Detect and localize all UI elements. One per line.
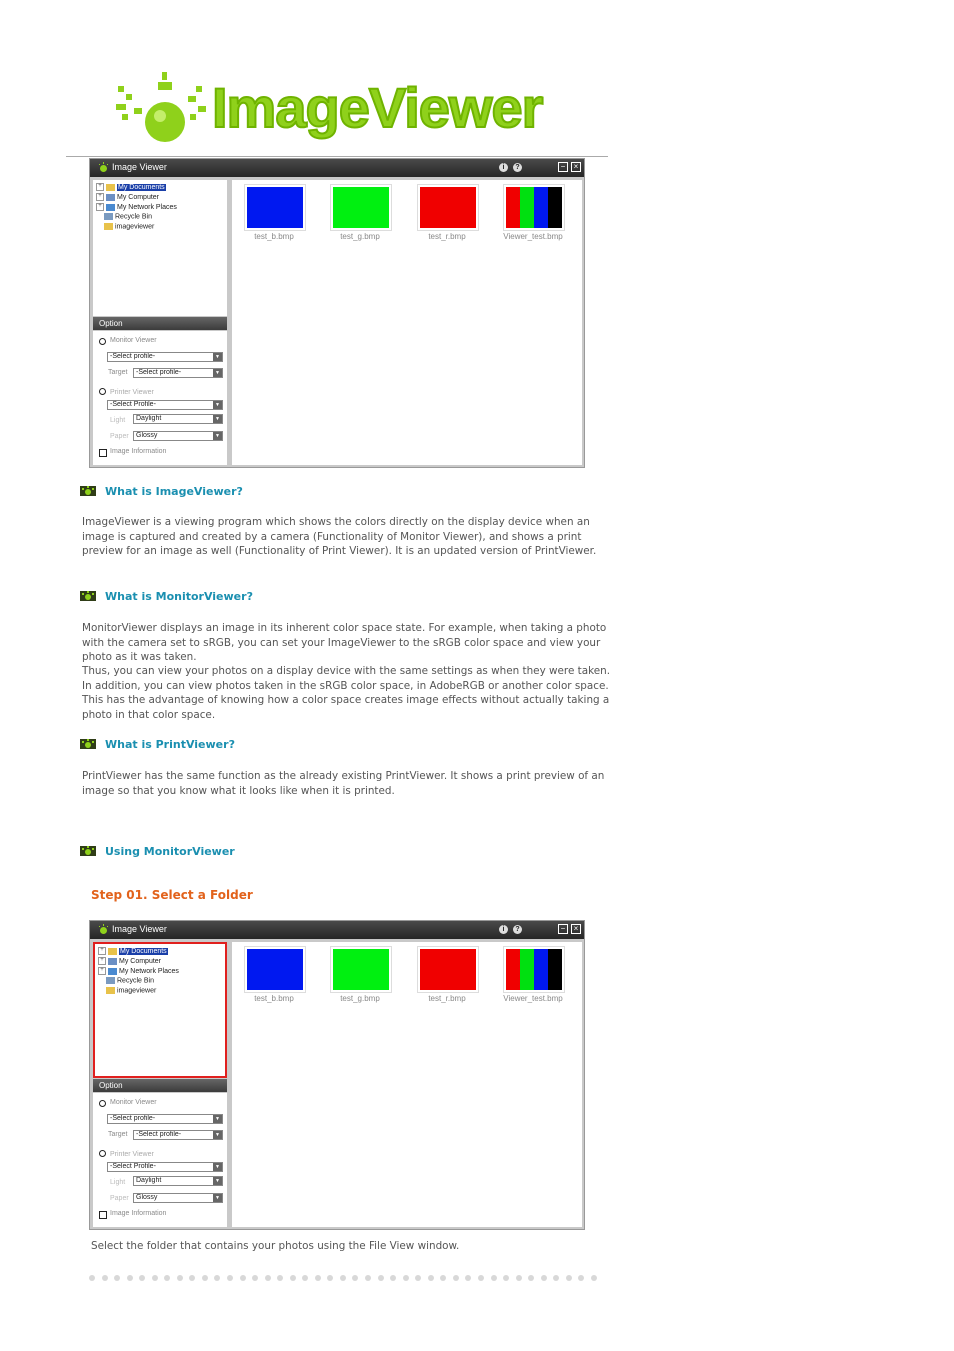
tree-item[interactable]	[96, 223, 154, 233]
tree-item-label: imageviewer	[117, 987, 157, 995]
thumbnail-label: test_g.bmp	[340, 232, 380, 241]
thumbnail-image	[247, 187, 303, 228]
paper-select[interactable]: Glossy ▼	[133, 1193, 223, 1203]
monitor-viewer-radio[interactable]	[99, 1100, 106, 1107]
option-panel	[93, 1093, 227, 1227]
folder-icon	[104, 223, 113, 230]
option-header: Option	[93, 317, 227, 330]
info-button[interactable]: i	[499, 163, 508, 172]
window-titlebar[interactable]	[90, 921, 584, 939]
help-button[interactable]: ?	[513, 925, 522, 934]
printer-viewer-label: Printer Viewer	[110, 389, 154, 396]
tree-item-label: My Documents	[120, 947, 167, 955]
tree-item[interactable]	[96, 213, 152, 223]
option-header: Option	[93, 1079, 227, 1092]
monitor-viewer-label: Monitor Viewer	[110, 1099, 157, 1106]
folder-icon	[106, 184, 115, 191]
thumbnail-label: test_b.bmp	[254, 232, 294, 241]
expand-icon[interactable]: +	[98, 967, 106, 975]
heading-what-is-imageviewer: What is ImageViewer?	[105, 485, 243, 498]
divider-dot	[541, 1275, 547, 1281]
minimize-button[interactable]: −	[558, 924, 568, 934]
thumbnail-label: test_b.bmp	[254, 994, 294, 1003]
expand-icon[interactable]: +	[96, 203, 104, 211]
tree-item-label: Recycle Bin	[117, 977, 154, 985]
thumbnail-image	[506, 949, 562, 990]
thumbnail-label: test_r.bmp	[428, 994, 466, 1003]
window-titlebar[interactable]	[90, 159, 584, 177]
divider-dot	[177, 1275, 183, 1281]
light-select[interactable]: Daylight ▼	[133, 1176, 223, 1186]
printer-profile-select[interactable]: -Select Profile- ▼	[107, 400, 223, 410]
thumbnail-pane	[232, 942, 582, 1227]
divider-dot	[516, 1275, 522, 1281]
chevron-down-icon: ▼	[213, 432, 222, 440]
expand-icon[interactable]: +	[96, 183, 104, 191]
target-profile-select[interactable]: -Select profile- ▼	[133, 368, 223, 378]
thumbnail-pane	[232, 180, 582, 465]
monitor-profile-select[interactable]: -Select profile- ▼	[107, 352, 223, 362]
divider-dot	[403, 1275, 409, 1281]
thumbnail[interactable]	[330, 946, 392, 993]
divider-dot	[453, 1275, 459, 1281]
divider-dot	[528, 1275, 534, 1281]
printer-viewer-label: Printer Viewer	[110, 1151, 154, 1158]
thumbnail-label: test_r.bmp	[428, 232, 466, 241]
imageviewer-logo	[112, 70, 543, 150]
chevron-down-icon: ▼	[213, 1163, 222, 1171]
network-icon	[106, 204, 115, 211]
divider-dot	[578, 1275, 584, 1281]
folder-tree[interactable]	[93, 180, 227, 316]
tree-item[interactable]	[96, 193, 159, 203]
header-divider	[66, 156, 608, 157]
divider-dot	[591, 1275, 597, 1281]
divider-dot	[202, 1275, 208, 1281]
divider-dot	[415, 1275, 421, 1281]
app-bulb-icon	[98, 162, 109, 173]
tree-item-label: My Network Places	[119, 967, 179, 975]
window-title: Image Viewer	[112, 162, 167, 172]
paragraph-monitorviewer-2: Thus, you can view your photos on a display device with the same settings as when they were taken. In addition, you can view photos taken in the sRGB color space, in AdobeRGB or another color space. This has the advantage of knowing how a color space creates image effects without actually taking a photo in that color space.	[82, 665, 611, 721]
chevron-down-icon: ▼	[213, 1194, 222, 1202]
divider-dot	[290, 1275, 296, 1281]
divider-dot	[378, 1275, 384, 1281]
printer-profile-select[interactable]: -Select Profile- ▼	[107, 1162, 223, 1172]
tree-item-label: My Network Places	[117, 203, 177, 211]
target-label: Target	[108, 1131, 128, 1138]
image-information-checkbox[interactable]	[99, 1211, 107, 1219]
chevron-down-icon: ▼	[213, 369, 222, 377]
tree-item[interactable]	[96, 183, 166, 193]
section-bullet-icon	[80, 739, 96, 749]
thumbnail-image	[420, 949, 476, 990]
image-information-label: Image Information	[110, 448, 167, 455]
close-button[interactable]: ×	[571, 924, 581, 934]
light-label: Light	[110, 417, 126, 424]
divider-dot	[114, 1275, 120, 1281]
divider-dot	[440, 1275, 446, 1281]
tree-item[interactable]	[96, 203, 177, 213]
divider-dot	[491, 1275, 497, 1281]
dotted-divider	[89, 1275, 589, 1281]
thumbnail[interactable]	[330, 184, 392, 231]
heading-what-is-printviewer: What is PrintViewer?	[105, 738, 235, 751]
divider-dot	[478, 1275, 484, 1281]
tree-item[interactable]	[98, 967, 179, 977]
light-select[interactable]: Daylight ▼	[133, 414, 223, 424]
tree-item-label: Recycle Bin	[115, 213, 152, 221]
computer-icon	[106, 194, 115, 201]
folder-tree[interactable]	[93, 942, 227, 1078]
divider-dot	[252, 1275, 258, 1281]
image-information-checkbox[interactable]	[99, 449, 107, 457]
chevron-down-icon: ▼	[213, 1131, 222, 1139]
paragraph-monitorviewer-1: MonitorViewer displays an image in its inherent color space state. For example, when taking a photo with the camera set to sRGB, you can set your ImageViewer to the sRGB color space and view your photo as it was taken.	[82, 622, 607, 663]
expand-icon[interactable]: +	[98, 957, 106, 965]
paper-select[interactable]: Glossy ▼	[133, 431, 223, 441]
option-panel	[93, 331, 227, 465]
minimize-button[interactable]: −	[558, 162, 568, 172]
printer-viewer-radio[interactable]	[99, 1150, 106, 1157]
thumbnail-image	[506, 187, 562, 228]
close-button[interactable]: ×	[571, 162, 581, 172]
paper-label: Paper	[110, 1195, 129, 1202]
divider-dot	[189, 1275, 195, 1281]
network-icon	[108, 968, 117, 975]
thumbnail[interactable]	[503, 946, 565, 993]
thumbnail[interactable]	[244, 946, 306, 993]
help-button[interactable]: ?	[513, 163, 522, 172]
section-bullet-icon	[80, 591, 96, 601]
tree-item[interactable]	[98, 957, 161, 967]
divider-dot	[265, 1275, 271, 1281]
divider-dot	[89, 1275, 95, 1281]
divider-dot	[277, 1275, 283, 1281]
divider-dot	[240, 1275, 246, 1281]
thumbnail[interactable]	[244, 184, 306, 231]
thumbnail-label: test_g.bmp	[340, 994, 380, 1003]
heading-what-is-monitorviewer: What is MonitorViewer?	[105, 590, 253, 603]
folder-icon	[108, 948, 117, 955]
divider-dot	[365, 1275, 371, 1281]
tree-item-label: My Computer	[117, 193, 160, 201]
paragraph-printviewer: PrintViewer has the same function as the already existing PrintViewer. It shows a print preview of an image so that you know what it looks like when it is printed.	[82, 770, 605, 797]
divider-dot	[302, 1275, 308, 1281]
tree-item-label: My Documents	[118, 183, 165, 191]
divider-dot	[465, 1275, 471, 1281]
logo-bulb-icon	[112, 70, 212, 150]
recycle-bin-icon	[106, 977, 115, 984]
image-information-label: Image Information	[110, 1210, 167, 1217]
thumbnail[interactable]	[417, 184, 479, 231]
thumbnail[interactable]	[503, 184, 565, 231]
thumbnail-image	[247, 949, 303, 990]
thumbnail-image	[420, 187, 476, 228]
tree-item[interactable]	[98, 977, 154, 987]
divider-dot	[227, 1275, 233, 1281]
divider-dot	[553, 1275, 559, 1281]
divider-dot	[340, 1275, 346, 1281]
recycle-bin-icon	[104, 213, 113, 220]
chevron-down-icon: ▼	[213, 415, 222, 423]
tree-item-label: imageviewer	[115, 223, 155, 231]
section-bullet-icon	[80, 486, 96, 496]
chevron-down-icon: ▼	[213, 1177, 222, 1185]
monitor-viewer-label: Monitor Viewer	[110, 337, 157, 344]
paragraph-what-is-imageviewer: ImageViewer is a viewing program which shows the colors directly on the display device when an image is captured and created by a camera (Functionality of Monitor Viewer), and shows a print preview for an image as well (Functionality of Print Viewer). It is an updated version of PrintViewer.	[82, 516, 597, 557]
tree-item-label: My Computer	[119, 957, 162, 965]
target-label: Target	[108, 369, 128, 376]
divider-dot	[102, 1275, 108, 1281]
divider-dot	[315, 1275, 321, 1281]
app-bulb-icon	[98, 924, 109, 935]
printer-viewer-radio[interactable]	[99, 388, 106, 395]
expand-icon[interactable]: +	[98, 947, 106, 955]
divider-dot	[139, 1275, 145, 1281]
divider-dot	[566, 1275, 572, 1281]
thumbnail[interactable]	[417, 946, 479, 993]
image-viewer-window	[89, 158, 585, 468]
divider-dot	[327, 1275, 333, 1281]
divider-dot	[390, 1275, 396, 1281]
paper-label: Paper	[110, 433, 129, 440]
tree-item[interactable]	[98, 987, 156, 997]
chevron-down-icon: ▼	[213, 1115, 222, 1123]
heading-using-monitorviewer: Using MonitorViewer	[105, 845, 235, 858]
chevron-down-icon: ▼	[213, 353, 222, 361]
computer-icon	[108, 958, 117, 965]
thumbnail-image	[333, 187, 389, 228]
divider-dot	[152, 1275, 158, 1281]
thumbnail-image	[333, 949, 389, 990]
logo-text: ImageViewer	[212, 76, 543, 139]
divider-dot	[503, 1275, 509, 1281]
divider-dot	[164, 1275, 170, 1281]
thumbnail-label: Viewer_test.bmp	[503, 232, 563, 241]
tree-item[interactable]	[98, 947, 168, 957]
divider-dot	[127, 1275, 133, 1281]
image-viewer-window-step01	[89, 920, 585, 1230]
light-label: Light	[110, 1179, 126, 1186]
info-button[interactable]: i	[499, 925, 508, 934]
thumbnail-label: Viewer_test.bmp	[503, 994, 563, 1003]
monitor-viewer-radio[interactable]	[99, 338, 106, 345]
target-profile-select[interactable]: -Select profile- ▼	[133, 1130, 223, 1140]
divider-dot	[428, 1275, 434, 1281]
step-caption: Select the folder that contains your photos using the File View window.	[91, 1240, 460, 1252]
chevron-down-icon: ▼	[213, 401, 222, 409]
window-title: Image Viewer	[112, 924, 167, 934]
step-title: Step 01. Select a Folder	[91, 888, 253, 902]
expand-icon[interactable]: +	[96, 193, 104, 201]
divider-dot	[214, 1275, 220, 1281]
divider-dot	[352, 1275, 358, 1281]
folder-icon	[106, 987, 115, 994]
monitor-profile-select[interactable]: -Select profile- ▼	[107, 1114, 223, 1124]
section-bullet-icon	[80, 846, 96, 856]
